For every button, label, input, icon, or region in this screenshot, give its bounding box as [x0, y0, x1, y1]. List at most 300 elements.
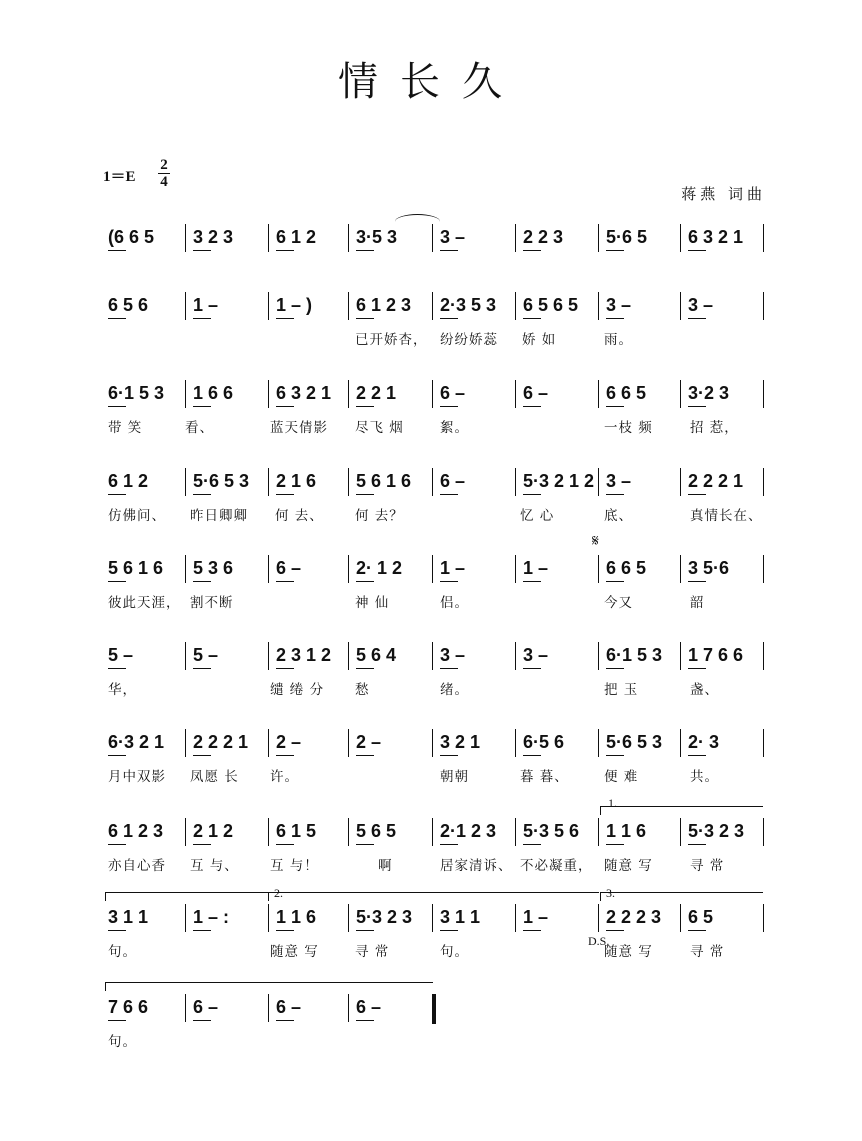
- barline: [680, 729, 681, 757]
- measure-notes: 5·3 2 3: [356, 907, 413, 927]
- barline: [268, 642, 269, 670]
- measure-notes: 6 –: [356, 997, 382, 1017]
- beam-underline: [108, 581, 126, 582]
- time-signature-bottom: 4: [160, 174, 168, 190]
- lyric-text: 共。: [690, 769, 719, 785]
- measure-notes: 6 1 2 3: [356, 295, 412, 315]
- lyric-text: 句。: [108, 944, 137, 960]
- beam-underline: [356, 581, 374, 582]
- lyric-text: 愁: [355, 682, 370, 698]
- beam-underline: [606, 930, 624, 931]
- barline: [680, 224, 681, 252]
- lyric-text: 互 与、: [190, 858, 239, 874]
- beam-underline: [276, 581, 294, 582]
- barline: [185, 729, 186, 757]
- notation-line: [0, 466, 862, 496]
- ending-bracket: [105, 892, 271, 901]
- beam-underline: [440, 668, 458, 669]
- measure-notes: 5·6 5 3: [606, 732, 663, 752]
- measure-notes: 6 5 6: [108, 295, 149, 315]
- barline: [680, 380, 681, 408]
- lyric-text: 啊: [378, 858, 393, 874]
- barline: [680, 904, 681, 932]
- barline: [268, 818, 269, 846]
- lyric-text: 忆 心: [520, 508, 555, 524]
- beam-underline: [108, 406, 126, 407]
- segno-mark: 𝄋: [592, 533, 599, 550]
- barline: [185, 642, 186, 670]
- beam-underline: [193, 844, 211, 845]
- lyric-text: 割不断: [190, 595, 234, 611]
- lyric-text: 暮 暮、: [520, 769, 569, 785]
- lyric-text: 把 玉: [604, 682, 639, 698]
- beam-underline: [523, 930, 541, 931]
- notation-line: [0, 727, 862, 757]
- tie-slur: [395, 214, 440, 229]
- measure-notes: 3 –: [440, 645, 466, 665]
- barline: [515, 224, 516, 252]
- lyric-text: 招 惹，: [690, 420, 739, 436]
- barline: [185, 994, 186, 1022]
- beam-underline: [276, 1020, 294, 1021]
- lyric-text: 看、: [185, 420, 214, 436]
- lyric-text: 随意 写: [270, 944, 319, 960]
- barline: [515, 468, 516, 496]
- beam-underline: [440, 755, 458, 756]
- beam-underline: [606, 494, 624, 495]
- measure-notes: 1 – :: [193, 907, 230, 927]
- notation-line: [0, 290, 862, 320]
- beam-underline: [356, 406, 374, 407]
- barline: [598, 729, 599, 757]
- barline: [763, 292, 764, 320]
- measure-notes: 2 –: [356, 732, 382, 752]
- barline: [185, 818, 186, 846]
- beam-underline: [193, 250, 211, 251]
- lyric-text: 蓝天倩影: [270, 420, 328, 436]
- barline: [432, 818, 433, 846]
- beam-underline: [276, 755, 294, 756]
- measure-notes: 5·6 5: [606, 227, 648, 247]
- beam-underline: [606, 318, 624, 319]
- author-credit: 蒋燕 词曲: [681, 185, 766, 203]
- measure-notes: 3 2 1: [440, 732, 481, 752]
- lyric-text: 何 去？: [355, 508, 404, 524]
- beam-underline: [523, 494, 541, 495]
- beam-underline: [356, 250, 374, 251]
- barline: [268, 224, 269, 252]
- barline: [680, 468, 681, 496]
- barline: [598, 292, 599, 320]
- lyric-text: 随意 写: [604, 944, 653, 960]
- measure-notes: 1 –: [523, 558, 549, 578]
- notation-line: [0, 553, 862, 583]
- lyric-text: 絮。: [440, 420, 469, 436]
- beam-underline: [108, 318, 126, 319]
- barline: [598, 818, 599, 846]
- beam-underline: [523, 250, 541, 251]
- barline: [268, 292, 269, 320]
- beam-underline: [440, 494, 458, 495]
- beam-underline: [440, 318, 458, 319]
- lyric-text: 韶: [690, 595, 705, 611]
- beam-underline: [688, 581, 706, 582]
- barline: [598, 642, 599, 670]
- beam-underline: [356, 1020, 374, 1021]
- beam-underline: [108, 755, 126, 756]
- beam-underline: [193, 318, 211, 319]
- beam-underline: [688, 755, 706, 756]
- lyric-text: 亦自心香: [108, 858, 166, 874]
- lyric-text: 月中双影: [108, 769, 166, 785]
- barline: [348, 468, 349, 496]
- measure-notes: 5·3 5 6: [523, 821, 580, 841]
- barline: [268, 994, 269, 1022]
- measure-notes: 3 –: [606, 471, 632, 491]
- lyric-text: 朝朝: [440, 769, 469, 785]
- barline: [348, 729, 349, 757]
- lyric-text: 侣。: [440, 595, 469, 611]
- measure-notes: 5 6 4: [356, 645, 397, 665]
- notation-line: [0, 992, 862, 1022]
- beam-underline: [606, 581, 624, 582]
- lyric-text: 缱 绻 分: [270, 682, 325, 698]
- barline: [432, 380, 433, 408]
- measure-notes: 3 1 1: [108, 907, 149, 927]
- beam-underline: [193, 406, 211, 407]
- first-ending-mark: 1.: [608, 796, 617, 810]
- barline: [432, 555, 433, 583]
- lyric-text: 互 与！: [270, 858, 319, 874]
- beam-underline: [440, 406, 458, 407]
- beam-underline: [523, 406, 541, 407]
- time-signature-top: 2: [160, 157, 168, 173]
- barline: [348, 555, 349, 583]
- beam-underline: [356, 844, 374, 845]
- barline: [763, 555, 764, 583]
- measure-notes: 6 5: [688, 907, 714, 927]
- measure-notes: 5 –: [193, 645, 219, 665]
- barline: [763, 729, 764, 757]
- measure-notes: 1 1 6: [276, 907, 317, 927]
- beam-underline: [688, 668, 706, 669]
- barline: [185, 380, 186, 408]
- measure-notes: 1 6 6: [193, 383, 234, 403]
- lyric-text: 盏、: [690, 682, 719, 698]
- barline: [432, 292, 433, 320]
- measure-notes: 6 3 2 1: [688, 227, 744, 247]
- lyric-text: 纷纷娇蕊: [440, 332, 498, 348]
- staff-system: [0, 886, 862, 972]
- barline: [763, 224, 764, 252]
- measure-notes: 1 –: [440, 558, 466, 578]
- beam-underline: [606, 844, 624, 845]
- beam-underline: [108, 668, 126, 669]
- beam-underline: [356, 318, 374, 319]
- measure-notes: 2·1 2 3: [440, 821, 497, 841]
- barline: [515, 292, 516, 320]
- beam-underline: [606, 250, 624, 251]
- final-barline: [432, 994, 436, 1024]
- time-signature: [158, 158, 170, 189]
- measure-notes: 3 –: [523, 645, 549, 665]
- beam-underline: [440, 250, 458, 251]
- lyric-text: 尽飞 烟: [355, 420, 404, 436]
- beam-underline: [108, 930, 126, 931]
- beam-underline: [276, 494, 294, 495]
- barline: [268, 380, 269, 408]
- barline: [432, 642, 433, 670]
- staff-system: [0, 640, 862, 710]
- measure-notes: 5·3 2 3: [688, 821, 745, 841]
- notation-line: [0, 816, 862, 846]
- beam-underline: [688, 494, 706, 495]
- barline: [348, 224, 349, 252]
- lyric-text: 已开娇杏，: [355, 332, 428, 348]
- measure-notes: 3·5 3: [356, 227, 398, 247]
- lyric-text: 不必凝重，: [520, 858, 593, 874]
- lyric-text: 雨。: [604, 332, 633, 348]
- beam-underline: [523, 668, 541, 669]
- measure-notes: 6·3 2 1: [108, 732, 165, 752]
- measure-notes: 6 6 5: [606, 558, 647, 578]
- staff-system: [0, 378, 862, 448]
- measure-notes: 5·3 2 1 2: [523, 471, 595, 491]
- barline: [598, 904, 599, 932]
- measure-notes: 6 1 5: [276, 821, 317, 841]
- measure-notes: 2·3 5 3: [440, 295, 497, 315]
- measure-notes: 3 1 1: [440, 907, 481, 927]
- beam-underline: [606, 755, 624, 756]
- barline: [598, 468, 599, 496]
- beam-underline: [276, 668, 294, 669]
- measure-notes: 3 –: [440, 227, 466, 247]
- barline: [763, 468, 764, 496]
- beam-underline: [108, 494, 126, 495]
- measure-notes: 5 6 1 6: [356, 471, 412, 491]
- measure-notes: 2 –: [276, 732, 302, 752]
- ending-bracket: [268, 892, 599, 901]
- barline: [598, 555, 599, 583]
- beam-underline: [523, 581, 541, 582]
- measure-notes: 7 6 6: [108, 997, 149, 1017]
- beam-underline: [688, 930, 706, 931]
- measure-notes: 2 2 2 3: [606, 907, 662, 927]
- lyric-text: 许。: [270, 769, 299, 785]
- beam-underline: [606, 406, 624, 407]
- beam-underline: [688, 250, 706, 251]
- barline: [515, 729, 516, 757]
- beam-underline: [688, 318, 706, 319]
- measure-notes: 6 –: [276, 997, 302, 1017]
- barline: [515, 642, 516, 670]
- measure-notes: 5 –: [108, 645, 134, 665]
- beam-underline: [356, 494, 374, 495]
- measure-notes: 6 –: [193, 997, 219, 1017]
- lyric-text: 娇 如: [522, 332, 557, 348]
- measure-notes: 2 2 2 1: [688, 471, 744, 491]
- barline: [432, 904, 433, 932]
- measure-notes: 1 7 6 6: [688, 645, 744, 665]
- measure-notes: 6 –: [440, 383, 466, 403]
- barline: [432, 468, 433, 496]
- measure-notes: 6 6 5: [606, 383, 647, 403]
- beam-underline: [523, 844, 541, 845]
- barline: [763, 380, 764, 408]
- barline: [348, 904, 349, 932]
- measure-notes: 6 3 2 1: [276, 383, 332, 403]
- lyric-text: 句。: [440, 944, 469, 960]
- beam-underline: [276, 406, 294, 407]
- barline: [763, 642, 764, 670]
- lyric-text: 彼此天涯，: [108, 595, 181, 611]
- notation-line: [0, 222, 862, 252]
- barline: [268, 729, 269, 757]
- lyric-text: 底、: [604, 508, 633, 524]
- measure-notes: 5·6 5 3: [193, 471, 250, 491]
- measure-notes: 2· 3: [688, 732, 720, 752]
- key-signature: 1＝E: [103, 169, 136, 185]
- measure-notes: 3·2 3: [688, 383, 730, 403]
- barline: [185, 555, 186, 583]
- lyric-text: 句。: [108, 1034, 137, 1050]
- lyric-text: 带 笑: [108, 420, 143, 436]
- barline: [515, 380, 516, 408]
- measure-notes: 2 2 1: [356, 383, 397, 403]
- barline: [268, 468, 269, 496]
- barline: [763, 818, 764, 846]
- staff-system: [0, 533, 862, 623]
- measure-notes: 6·1 5 3: [606, 645, 663, 665]
- measure-notes: 1 – ): [276, 295, 313, 315]
- beam-underline: [276, 318, 294, 319]
- lyric-text: 寻 常: [690, 858, 725, 874]
- notation-line: [0, 640, 862, 670]
- notation-line: [0, 378, 862, 408]
- beam-underline: [276, 844, 294, 845]
- ending-bracket: [105, 982, 433, 991]
- lyric-text: 今又: [604, 595, 633, 611]
- measure-notes: 3 –: [688, 295, 714, 315]
- beam-underline: [108, 1020, 126, 1021]
- beam-underline: [193, 755, 211, 756]
- barline: [185, 292, 186, 320]
- measure-notes: 2 2 3: [523, 227, 564, 247]
- beam-underline: [440, 844, 458, 845]
- barline: [185, 904, 186, 932]
- lyric-text: 真情长在、: [690, 508, 763, 524]
- lyric-text: 随意 写: [604, 858, 653, 874]
- measure-notes: 6 1 2: [108, 471, 149, 491]
- barline: [348, 818, 349, 846]
- barline: [680, 555, 681, 583]
- beam-underline: [523, 318, 541, 319]
- lyric-text: 昨日卿卿: [190, 508, 248, 524]
- measure-notes: 6·1 5 3: [108, 383, 165, 403]
- measure-notes: 1 –: [193, 295, 219, 315]
- measure-notes: 5 6 5: [356, 821, 397, 841]
- beam-underline: [606, 668, 624, 669]
- barline: [185, 468, 186, 496]
- measure-notes: 3 –: [606, 295, 632, 315]
- lyric-text: 华，: [108, 682, 137, 698]
- beam-underline: [523, 755, 541, 756]
- lyric-text: 神 仙: [355, 595, 390, 611]
- lyric-text: 一枝 频: [604, 420, 653, 436]
- measure-notes: (6 6 5: [108, 227, 155, 247]
- song-title: 情长久: [338, 59, 524, 105]
- barline: [268, 555, 269, 583]
- measure-notes: 6·5 6: [523, 732, 565, 752]
- lyric-text: 寻 常: [690, 944, 725, 960]
- measure-notes: 6 5 6 5: [523, 295, 579, 315]
- staff-system: [0, 992, 862, 1062]
- beam-underline: [440, 581, 458, 582]
- second-ending-mark: 2.: [274, 886, 283, 900]
- measure-notes: 6 –: [440, 471, 466, 491]
- lyric-text: 寻 常: [355, 944, 390, 960]
- lyric-text: 绪。: [440, 682, 469, 698]
- staff-system: [0, 290, 862, 360]
- barline: [348, 642, 349, 670]
- beam-underline: [688, 406, 706, 407]
- measure-notes: 2 2 2 1: [193, 732, 249, 752]
- barline: [598, 380, 599, 408]
- barline: [680, 818, 681, 846]
- measure-notes: 2 1 2: [193, 821, 234, 841]
- lyric-text: 凤愿 长: [190, 769, 239, 785]
- lyric-text: 便 难: [604, 769, 639, 785]
- beam-underline: [193, 581, 211, 582]
- measure-notes: 6 –: [276, 558, 302, 578]
- dal-segno-mark: D.S.: [588, 934, 610, 948]
- measure-notes: 5 6 1 6: [108, 558, 164, 578]
- beam-underline: [356, 668, 374, 669]
- beam-underline: [688, 844, 706, 845]
- barline: [598, 224, 599, 252]
- barline: [268, 904, 269, 932]
- lyric-text: 居家清诉、: [440, 858, 513, 874]
- measure-notes: 1 –: [523, 907, 549, 927]
- barline: [348, 380, 349, 408]
- barline: [515, 818, 516, 846]
- beam-underline: [356, 755, 374, 756]
- measure-notes: 3 2 3: [193, 227, 234, 247]
- beam-underline: [193, 930, 211, 931]
- staff-system: [0, 222, 862, 292]
- beam-underline: [108, 844, 126, 845]
- measure-notes: 6 1 2: [276, 227, 317, 247]
- beam-underline: [276, 250, 294, 251]
- lyric-text: 何 去、: [275, 508, 324, 524]
- staff-system: [0, 727, 862, 797]
- lyric-text: 仿佛问、: [108, 508, 166, 524]
- measure-notes: 2 3 1 2: [276, 645, 332, 665]
- beam-underline: [193, 494, 211, 495]
- barline: [763, 904, 764, 932]
- measure-notes: 6 1 2 3: [108, 821, 164, 841]
- barline: [185, 224, 186, 252]
- measure-notes: 1 1 6: [606, 821, 647, 841]
- staff-system: [0, 796, 862, 886]
- measure-notes: 5 3 6: [193, 558, 234, 578]
- ending-bracket: [600, 806, 763, 815]
- beam-underline: [108, 250, 126, 251]
- beam-underline: [356, 930, 374, 931]
- measure-notes: 6 –: [523, 383, 549, 403]
- barline: [515, 555, 516, 583]
- third-ending-mark: 3.: [606, 886, 615, 900]
